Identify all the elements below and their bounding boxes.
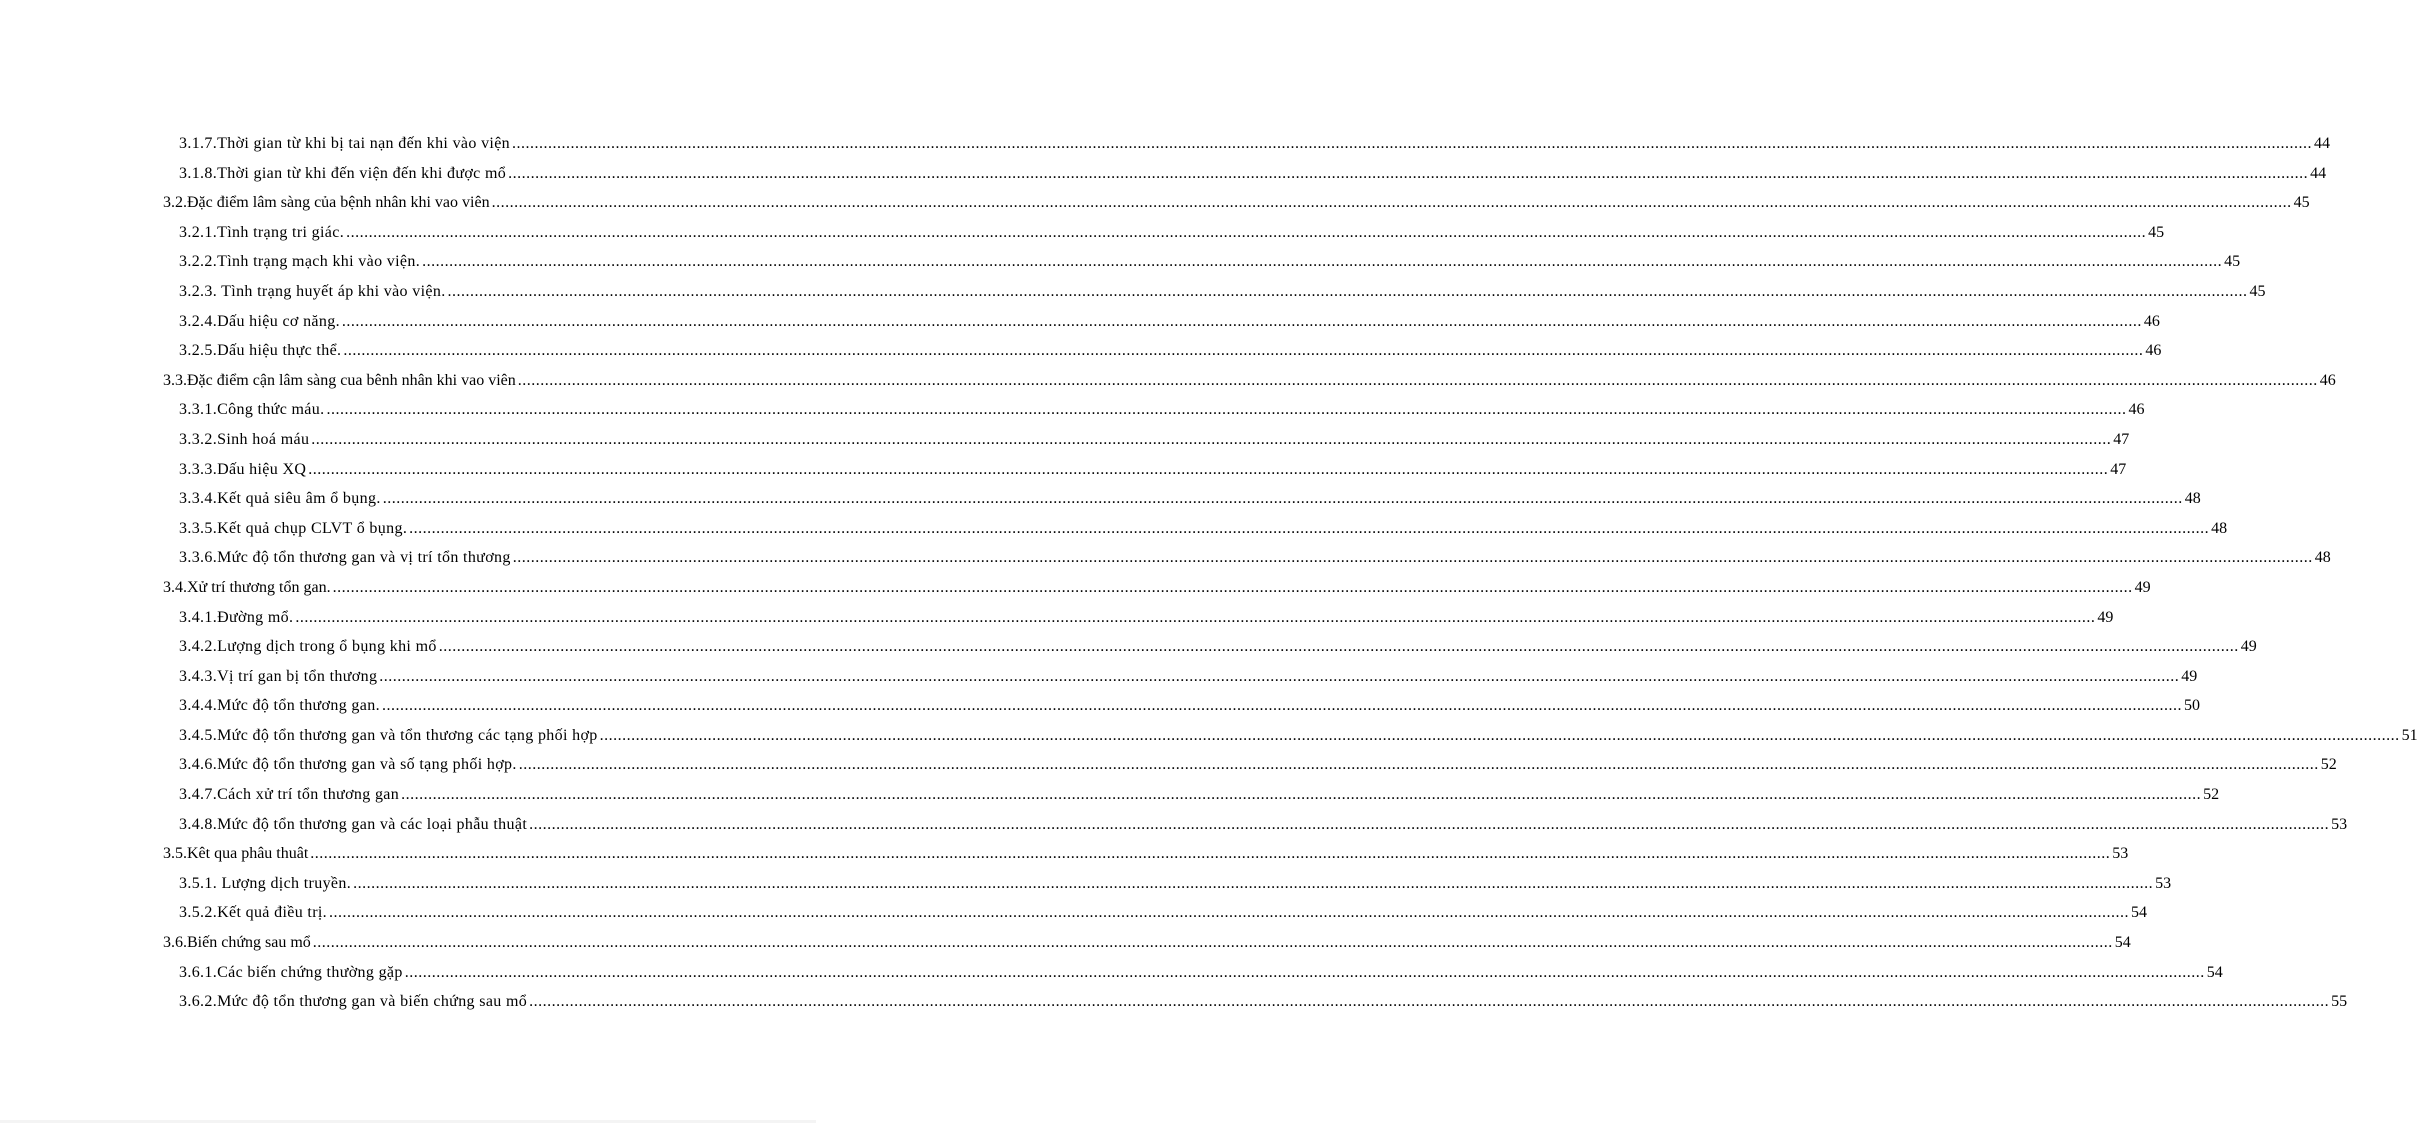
- toc-entry-page-number: 46: [2128, 401, 2145, 419]
- toc-entry[interactable]: [0, 366, 2336, 396]
- toc-entry-title: 3.3.4.Kết quả siêu âm ổ bụng.: [179, 490, 381, 508]
- toc-entry[interactable]: [0, 691, 2200, 721]
- toc-dot-leader: ................................................................................................................................................................................................................................................................................................................................................................................................................: [312, 934, 2113, 952]
- toc-dot-leader: ................................................................................................................................................................................................................................................................................................................................................................................................................: [310, 845, 2111, 863]
- toc-entry-line: [179, 425, 2130, 455]
- toc-dot-leader: ................................................................................................................................................................................................................................................................................................................................................................................................................: [404, 963, 2205, 981]
- toc-entry-title: 3.4.7.Cách xử trí tổn thương gan: [179, 786, 400, 804]
- toc-entry[interactable]: [0, 277, 2266, 307]
- toc-entry-line: [179, 691, 2200, 721]
- toc-entry-line: [179, 543, 2331, 573]
- toc-entry-line: [179, 958, 2223, 988]
- toc-entry-line: [179, 336, 2162, 366]
- toc-entry-page-number: 52: [2320, 756, 2337, 774]
- toc-entry-title: 3.4.6.Mức độ tổn thương gan và số tạng phối hợp.: [179, 756, 517, 774]
- toc-entry[interactable]: [0, 336, 2162, 366]
- toc-entry-page-number: 49: [2181, 667, 2198, 685]
- toc-dot-leader: ................................................................................................................................................................................................................................................................................................................................................................................................................: [491, 194, 2292, 212]
- toc-entry-line: [179, 810, 2348, 840]
- toc-entry[interactable]: [0, 869, 2172, 899]
- toc-entry-title: 3.4.8.Mức độ tổn thương gan và các loại phẫu thuật: [179, 815, 528, 833]
- toc-entry-title: 3.2.5.Dấu hiệu thực thể.: [179, 342, 342, 360]
- toc-entry-line: [163, 839, 2129, 869]
- toc-dot-leader: ................................................................................................................................................................................................................................................................................................................................................................................................................: [518, 756, 2319, 774]
- toc-entry-line: [179, 898, 2148, 928]
- toc-entry-page-number: 46: [2145, 342, 2162, 360]
- toc-entry-line: [179, 632, 2257, 662]
- toc-entry-title: 3.3.2.Sinh hoá máu: [179, 430, 310, 448]
- toc-entry-page-number: 54: [2206, 963, 2223, 981]
- toc-dot-leader: ................................................................................................................................................................................................................................................................................................................................................................................................................: [326, 401, 2127, 419]
- toc-dot-leader: ................................................................................................................................................................................................................................................................................................................................................................................................................: [517, 371, 2318, 389]
- toc-entry[interactable]: [0, 425, 2130, 455]
- toc-dot-leader: ................................................................................................................................................................................................................................................................................................................................................................................................................: [332, 578, 2133, 596]
- toc-entry[interactable]: [0, 514, 2228, 544]
- toc-entry-title: 3.6.Biến chứng sau mổ: [163, 934, 311, 952]
- toc-entry-line: [179, 750, 2337, 780]
- toc-dot-leader: ................................................................................................................................................................................................................................................................................................................................................................................................................: [409, 519, 2210, 537]
- toc-entry-line: [179, 307, 2160, 337]
- toc-entry-title: 3.2.Đặc điểm lâm sàng của bệnh nhân khi vao viên: [163, 194, 490, 212]
- toc-entry-page-number: 52: [2203, 786, 2220, 804]
- toc-dot-leader: ................................................................................................................................................................................................................................................................................................................................................................................................................: [308, 460, 2109, 478]
- toc-entry-page-number: 45: [2293, 194, 2310, 212]
- toc-entry-page-number: 55: [2331, 993, 2348, 1011]
- toc-entry-page-number: 53: [2331, 815, 2348, 833]
- toc-entry-title: 3.2.1.Tình trạng tri giác.: [179, 223, 345, 241]
- toc-entry[interactable]: [0, 839, 2129, 869]
- toc-entry[interactable]: [0, 632, 2257, 662]
- toc-entry-page-number: 51: [2401, 726, 2418, 744]
- toc-dot-leader: ................................................................................................................................................................................................................................................................................................................................................................................................................: [512, 549, 2313, 567]
- toc-entry-title: 3.1.8.Thời gian từ khi đến viện đến khi được mổ: [179, 164, 507, 182]
- toc-entry-line: [179, 395, 2145, 425]
- toc-entry-page-number: 46: [2319, 371, 2336, 389]
- toc-entry-line: [179, 869, 2172, 899]
- toc-entry-title: 3.3.3.Dấu hiệu XQ: [179, 460, 307, 478]
- toc-entry-title: 3.2.3. Tình trạng huyết áp khi vào viện.: [179, 282, 446, 300]
- toc-entry-line: [179, 662, 2198, 692]
- toc-entry-line: [179, 218, 2165, 248]
- toc-entry-title: 3.6.1.Các biến chứng thường gặp: [179, 963, 403, 981]
- toc-entry-title: 3.4.1.Đường mổ.: [179, 608, 294, 626]
- toc-dot-leader: ................................................................................................................................................................................................................................................................................................................................................................................................................: [401, 786, 2202, 804]
- toc-entry-page-number: 47: [2113, 430, 2130, 448]
- toc-entry-line: [163, 573, 2151, 603]
- toc-dot-leader: ................................................................................................................................................................................................................................................................................................................................................................................................................: [508, 164, 2309, 182]
- toc-entry-page-number: 49: [2097, 608, 2114, 626]
- toc-dot-leader: ................................................................................................................................................................................................................................................................................................................................................................................................................: [341, 312, 2142, 330]
- toc-entry-page-number: 54: [2131, 904, 2148, 922]
- toc-dot-leader: ................................................................................................................................................................................................................................................................................................................................................................................................................: [512, 135, 2313, 152]
- toc-entry[interactable]: [0, 810, 2348, 840]
- toc-entry-title: 3.1.7.Thời gian từ khi bị tai nạn đến khi vào viện: [179, 135, 511, 152]
- toc-entry-title: 3.2.2.Tình trạng mạch khi vào viện.: [179, 253, 421, 271]
- toc-entry[interactable]: [0, 662, 2198, 692]
- toc-entry[interactable]: [0, 750, 2337, 780]
- toc-entry-title: 3.4.4.Mức độ tổn thương gan.: [179, 697, 380, 715]
- toc-entry-page-number: 53: [2155, 874, 2172, 892]
- toc-dot-leader: ................................................................................................................................................................................................................................................................................................................................................................................................................: [343, 342, 2144, 360]
- toc-entry[interactable]: [0, 247, 2241, 277]
- toc-dot-leader: ................................................................................................................................................................................................................................................................................................................................................................................................................: [379, 667, 2180, 685]
- toc-dot-leader: ................................................................................................................................................................................................................................................................................................................................................................................................................: [295, 608, 2096, 626]
- toc-entry-line: [179, 455, 2127, 485]
- toc-entry-title: 3.5.2.Kết quả điều trị.: [179, 904, 328, 922]
- toc-entry-page-number: 50: [2183, 697, 2200, 715]
- toc-entry-title: 3.3.1.Công thức máu.: [179, 401, 325, 419]
- toc-entry-title: 3.4.3.Vị trí gan bị tổn thương: [179, 667, 378, 685]
- toc-entry-line: [163, 928, 2131, 958]
- toc-entry-title: 3.2.4.Dấu hiệu cơ năng.: [179, 312, 340, 330]
- toc-entry-line: [179, 247, 2241, 277]
- toc-entry-page-number: 49: [2240, 638, 2257, 656]
- toc-entry-title: 3.5.1. Lượng dịch truyền.: [179, 874, 352, 892]
- toc-entry-line: [179, 277, 2266, 307]
- toc-entry-page-number: 48: [2184, 490, 2201, 508]
- toc-entry-title: 3.6.2.Mức độ tổn thương gan và biến chứng sau mổ: [179, 993, 528, 1011]
- toc-entry-page-number: 46: [2143, 312, 2160, 330]
- toc-entry-line: [179, 603, 2114, 633]
- toc-entry-title: 3.3.6.Mức độ tổn thương gan và vị trí tổn thương: [179, 549, 511, 567]
- toc-entry-title: 3.4.Xử trí thương tổn gan.: [163, 578, 331, 596]
- toc-entry[interactable]: [0, 129, 2331, 159]
- toc-dot-leader: ................................................................................................................................................................................................................................................................................................................................................................................................................: [311, 430, 2112, 448]
- toc-entry-page-number: 49: [2134, 578, 2151, 596]
- toc-entry-title: 3.4.2.Lượng dịch trong ổ bụng khi mổ: [179, 638, 437, 656]
- toc-entry-line: [179, 159, 2327, 189]
- toc-dot-leader: ................................................................................................................................................................................................................................................................................................................................................................................................................: [447, 282, 2248, 300]
- toc-entry-title: 3.3.Đặc điểm cận lâm sàng cua bênh nhân khi vao viên: [163, 371, 516, 389]
- toc-dot-leader: ................................................................................................................................................................................................................................................................................................................................................................................................................: [438, 638, 2239, 656]
- toc-entry-line: [179, 129, 2331, 159]
- toc-entry-page-number: 53: [2112, 845, 2129, 863]
- toc-dot-leader: ................................................................................................................................................................................................................................................................................................................................................................................................................: [346, 223, 2147, 241]
- toc-entry[interactable]: [0, 188, 2310, 218]
- toc-entry-line: [179, 484, 2201, 514]
- toc-entry-line: [179, 780, 2220, 810]
- toc-entry-title: 3.3.5.Kết quả chụp CLVT ổ bụng.: [179, 519, 408, 537]
- toc-entry[interactable]: [0, 484, 2201, 514]
- toc-entry-page-number: 44: [2314, 135, 2331, 152]
- toc-entry-page-number: 45: [2224, 253, 2241, 271]
- toc-entry[interactable]: [0, 455, 2127, 485]
- toc-entry-title: 3.4.5.Mức độ tổn thương gan và tổn thương các tạng phối hợp: [179, 726, 598, 744]
- toc-entry-page-number: 54: [2114, 934, 2131, 952]
- toc-entry-line: [163, 366, 2336, 396]
- table-of-contents: [0, 129, 2418, 1017]
- toc-dot-leader: ................................................................................................................................................................................................................................................................................................................................................................................................................: [329, 904, 2130, 922]
- toc-entry[interactable]: [0, 543, 2331, 573]
- toc-entry[interactable]: [0, 721, 2418, 751]
- toc-entry[interactable]: [0, 780, 2220, 810]
- toc-entry-page-number: 47: [2110, 460, 2127, 478]
- toc-entry[interactable]: [0, 159, 2327, 189]
- toc-entry[interactable]: [0, 395, 2145, 425]
- toc-entry-page-number: 48: [2211, 519, 2228, 537]
- toc-entry-page-number: 45: [2148, 223, 2165, 241]
- toc-entry-page-number: 44: [2310, 164, 2327, 182]
- toc-entry[interactable]: [0, 573, 2151, 603]
- toc-entry-line: [179, 514, 2228, 544]
- toc-dot-leader: ................................................................................................................................................................................................................................................................................................................................................................................................................: [422, 253, 2223, 271]
- toc-entry[interactable]: [0, 603, 2114, 633]
- toc-dot-leader: ................................................................................................................................................................................................................................................................................................................................................................................................................: [353, 874, 2154, 892]
- toc-entry[interactable]: [0, 898, 2148, 928]
- toc-dot-leader: ................................................................................................................................................................................................................................................................................................................................................................................................................: [381, 697, 2182, 715]
- toc-dot-leader: ................................................................................................................................................................................................................................................................................................................................................................................................................: [382, 490, 2183, 508]
- toc-entry[interactable]: [0, 218, 2165, 248]
- toc-entry-line: [179, 987, 2348, 1017]
- toc-entry[interactable]: [0, 307, 2160, 337]
- toc-entry-line: [163, 188, 2310, 218]
- toc-entry[interactable]: [0, 928, 2131, 958]
- toc-entry-line: [179, 721, 2418, 751]
- toc-dot-leader: ................................................................................................................................................................................................................................................................................................................................................................................................................: [529, 815, 2330, 833]
- toc-dot-leader: ................................................................................................................................................................................................................................................................................................................................................................................................................: [599, 726, 2400, 744]
- toc-entry-page-number: 48: [2314, 549, 2331, 567]
- toc-entry[interactable]: [0, 958, 2223, 988]
- toc-entry-title: 3.5.Kêt qua phâu thuât: [163, 845, 309, 863]
- toc-entry[interactable]: [0, 987, 2348, 1017]
- toc-entry-page-number: 45: [2249, 282, 2266, 300]
- toc-dot-leader: ................................................................................................................................................................................................................................................................................................................................................................................................................: [529, 993, 2330, 1011]
